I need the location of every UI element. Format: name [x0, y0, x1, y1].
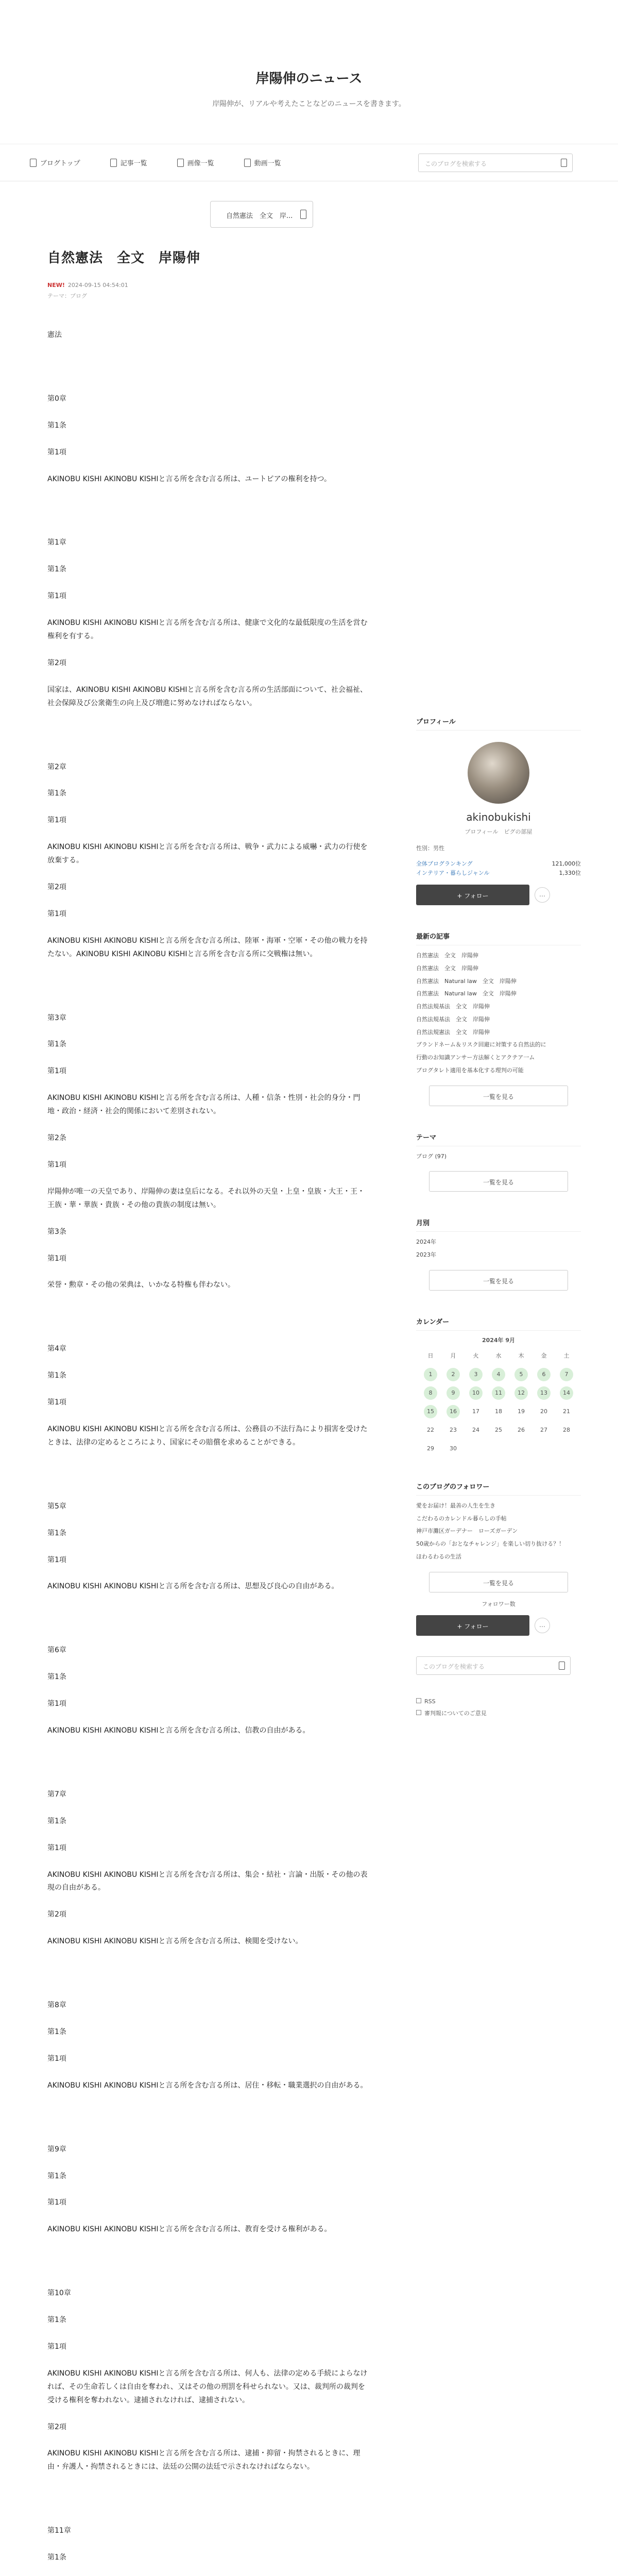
article-date: 2024-09-15 04:54:01: [67, 282, 128, 289]
calendar-day[interactable]: 13: [537, 1386, 551, 1400]
calendar-day[interactable]: 1: [424, 1368, 437, 1381]
calendar-day: 18: [495, 1408, 502, 1415]
article-paragraph: 第2項: [47, 658, 66, 667]
archive-heading: 月別: [416, 1217, 581, 1232]
rss-link[interactable]: RSS: [416, 1696, 581, 1707]
article-paragraph: AKINOBU KISHI AKINOBU KISHIと言る所を含む言る所は、陸軍・海軍・空軍・その他の戦力を持たない。AKINOBU KISHI AKINOBU KISHIと言る所を含む言る所に交戦権は無い。: [47, 936, 368, 958]
home-icon: [30, 159, 37, 167]
calendar-day[interactable]: 6: [537, 1368, 551, 1381]
flag-icon: [416, 1710, 421, 1715]
recent-more-button[interactable]: 一覧を見る: [429, 1086, 568, 1106]
article-paragraph: 第1条: [47, 565, 66, 574]
calendar-day[interactable]: 11: [492, 1386, 505, 1400]
article-paragraph: 第7章: [47, 1790, 66, 1799]
blog-title[interactable]: 岸陽伸のニュース: [255, 71, 363, 87]
spacer: [47, 2250, 368, 2287]
article-paragraph: 第1項: [47, 1067, 66, 1076]
article-paragraph: 第1条: [47, 1529, 66, 1537]
spacer: [47, 1463, 368, 1500]
blog-header: [0, 0, 618, 144]
theme-heading: テーマ: [416, 1132, 581, 1146]
calendar-day: [560, 1442, 573, 1455]
article-paragraph: 第1条: [47, 1371, 66, 1380]
spacer: [47, 724, 368, 761]
calendar-day: [492, 1442, 505, 1455]
article-paragraph: 第1項: [47, 1843, 66, 1852]
article-body: [47, 329, 368, 2576]
article-paragraph: 第2項: [47, 1910, 66, 1919]
calendar-day: 21: [563, 1408, 570, 1415]
article-paragraph: 第3章: [47, 1013, 66, 1022]
article-paragraph: 第1条: [47, 1040, 66, 1049]
spacer: [47, 1306, 368, 1343]
recent-item[interactable]: 自然憲法 全文 岸陽伸: [416, 952, 478, 959]
rss-icon: [416, 1698, 421, 1703]
weekday-label: 木: [518, 1352, 524, 1359]
article-paragraph: AKINOBU KISHI AKINOBU KISHIと言る所を含む言る所は、逮捕・抑留・拘禁されるときに、理由・弁護人・拘禁されるときには、法廷の公開の法廷で示されなければならない。: [47, 2449, 360, 2471]
article-meta: [47, 282, 368, 289]
article-paragraph: AKINOBU KISHI AKINOBU KISHIと言る所を含む言る所は、戦争・武力による威嚇・武力の行使を放棄する。: [47, 843, 368, 865]
calendar-day[interactable]: 15: [424, 1405, 437, 1418]
theme-more-button[interactable]: 一覧を見る: [429, 1171, 568, 1192]
spacer: [47, 1751, 368, 1788]
calendar-month: 2024年 9月: [482, 1336, 516, 1344]
weekday-label: 日: [427, 1352, 434, 1359]
follower-item[interactable]: こだわるのカレンドル暮らしの手帖: [416, 1515, 507, 1522]
calendar-day: 28: [563, 1426, 570, 1433]
article-paragraph: 第1項: [47, 448, 66, 456]
article-paragraph: 第2章: [47, 762, 66, 771]
article-paragraph: 第1項: [47, 2054, 66, 2063]
article-paragraph: 第1項: [47, 909, 66, 918]
article-paragraph: AKINOBU KISHI AKINOBU KISHIと言る所を含む言る所は、思想及び良心の自由がある。: [47, 1582, 339, 1591]
archive-item[interactable]: 2023年: [416, 1251, 436, 1259]
article-paragraph: AKINOBU KISHI AKINOBU KISHIと言る所を含む言る所は、健康で文化的な最低限度の生活を営む権利を有する。: [47, 619, 368, 641]
article-paragraph: 岸陽伸が唯一の天皇であり、岸陽伸の妻は皇后になる。それ以外の天皇・上皇・皇族・大王・王・王族・華・華族・貴族・その他の貴族の制度は無い。: [47, 1187, 365, 1209]
calendar-day: 20: [540, 1408, 547, 1415]
spacer: [47, 355, 368, 393]
article-paragraph: AKINOBU KISHI AKINOBU KISHIと言る所を含む言る所は、何人も、法律の定める手続によらなければ、その生命若しくは自由を奪われ、又はその他の刑罰を科せられない。又は、裁判所の裁判を受ける権利を奪われない。逮捕されなければ、逮捕されない。: [47, 2369, 368, 2404]
article-paragraph: 第10章: [47, 2289, 71, 2298]
report-link[interactable]: 審判報についてのご意見: [416, 1707, 581, 1719]
article-paragraph: 第1項: [47, 2343, 66, 2351]
article-paragraph: 第1条: [47, 2172, 66, 2180]
spacer: [47, 975, 368, 1012]
followers-list: [416, 1500, 581, 1564]
follow-button[interactable]: + フォロー: [416, 885, 529, 905]
archive-item[interactable]: 2024年: [416, 1239, 436, 1246]
article-paragraph: 憲法: [47, 331, 62, 339]
sidebar-search-input[interactable]: このブログを検索する: [416, 1656, 571, 1675]
image-icon: [177, 159, 184, 167]
calendar-day: [469, 1442, 483, 1455]
article-paragraph: 第0章: [47, 394, 66, 403]
follow-button-2[interactable]: + フォロー: [416, 1615, 529, 1636]
weekday-label: 月: [450, 1352, 456, 1359]
spacer: [47, 1962, 368, 1999]
article-paragraph: AKINOBU KISHI AKINOBU KISHIと言る所を含む言る所は、集会・結社・言論・出版・その他の表現の自由がある。: [47, 1870, 368, 1892]
calendar: [424, 1336, 573, 1455]
profile-name[interactable]: akinobukishi: [466, 811, 531, 823]
calendar-day: 27: [540, 1426, 547, 1433]
calendar-day: 30: [450, 1445, 457, 1452]
calendar-day[interactable]: 8: [424, 1386, 437, 1400]
spacer: [47, 2106, 368, 2143]
calendar-day[interactable]: 10: [469, 1386, 483, 1400]
article-paragraph: 第1条: [47, 2316, 66, 2325]
weekday-label: 土: [563, 1352, 570, 1359]
nav-item-videos[interactable]: 動画一覧: [244, 158, 281, 167]
calendar-day[interactable]: 12: [514, 1386, 528, 1400]
calendar-day[interactable]: 5: [514, 1368, 528, 1381]
recent-item[interactable]: 自然法規憲法 全文 岸陽伸: [416, 1028, 490, 1036]
article-paragraph: 第1項: [47, 592, 66, 601]
article-paragraph: 第2項: [47, 2422, 66, 2431]
calendar-day: 23: [450, 1426, 457, 1433]
article-paragraph: 第1項: [47, 1700, 66, 1708]
article-paragraph: AKINOBU KISHI AKINOBU KISHIと言る所を含む言る所は、検閲を受けない。: [47, 1937, 303, 1946]
calendar-day: 17: [472, 1408, 479, 1415]
global-nav: [0, 144, 618, 181]
ranking[interactable]: 全体ブログランキング インテリア・暮らしジャンル 121,000位 1,330位: [416, 860, 581, 876]
sidebar: [416, 716, 581, 1719]
calendar-day: 19: [518, 1408, 525, 1415]
spacer: [47, 499, 368, 536]
more-icon[interactable]: …: [535, 887, 550, 903]
article-paragraph: 第9章: [47, 2145, 66, 2154]
video-icon: [244, 159, 251, 167]
nav-item-images[interactable]: 画像一覧: [177, 158, 214, 167]
avatar[interactable]: [468, 742, 529, 804]
article-paragraph: 第1項: [47, 1555, 66, 1564]
followers-heading: このブログのフォロワー: [416, 1481, 581, 1496]
recent-heading: 最新の記事: [416, 931, 581, 945]
recent-item[interactable]: ブログタレト適用を基本化する理判の可能: [416, 1066, 524, 1074]
calendar-day: 25: [495, 1426, 502, 1433]
more-icon[interactable]: …: [535, 1618, 550, 1633]
followers-more-button[interactable]: 一覧を見る: [429, 1572, 568, 1592]
follower-item[interactable]: 50歳からの「おとなチャレンジ」を楽しい切り抜ける？！: [416, 1540, 565, 1548]
article-paragraph: 栄誉・勲章・その他の栄典は、いかなる特権も伴わない。: [47, 1281, 235, 1290]
follower-item[interactable]: ほわるわるの生活: [416, 1553, 461, 1560]
follower-count-label: フォロワー数: [482, 1600, 516, 1607]
article-paragraph: 第1項: [47, 816, 66, 825]
recent-item[interactable]: 自然憲法 Natural law 全文 岸陽伸: [416, 990, 517, 997]
search-icon[interactable]: [559, 1662, 565, 1670]
calendar-day: 22: [427, 1426, 434, 1433]
header-search-input[interactable]: このブログを検索する: [418, 154, 573, 172]
article-paragraph: 第1条: [47, 789, 66, 798]
profile-status: 性別：男性: [416, 845, 444, 852]
article-title[interactable]: 自然憲法 全文 岸陽伸: [47, 250, 201, 266]
article-paragraph: 第1項: [47, 1160, 66, 1169]
profile-links[interactable]: プロフィール ピグの部屋: [465, 828, 533, 835]
blog-tagline: 岸陽伸が、リアルや考えたことなどのニュースを書きます。: [212, 100, 406, 108]
article-paragraph: 第2条: [47, 1134, 66, 1143]
nav-item-entries[interactable]: 記事一覧: [110, 158, 147, 167]
article-paragraph: 第1項: [47, 1254, 66, 1263]
recent-list: [416, 950, 581, 1077]
calendar-day[interactable]: 7: [560, 1368, 573, 1381]
new-badge: NEW!: [47, 282, 65, 289]
search-icon[interactable]: [561, 159, 567, 167]
toc-button[interactable]: 自然憲法 全文 岸...: [210, 201, 313, 228]
article-paragraph: 第11章: [47, 2527, 71, 2535]
article-paragraph: 第1条: [47, 421, 66, 430]
article-paragraph: 第8章: [47, 2001, 66, 2010]
recent-item[interactable]: ブランドネーム＆リスク回避に対策する自然法的に: [416, 1041, 546, 1048]
follower-item[interactable]: 愛をお届け！最善の人生を生き: [416, 1502, 495, 1509]
weekday-label: 火: [473, 1352, 479, 1359]
document-icon: [110, 159, 117, 167]
weekday-label: 水: [495, 1352, 502, 1359]
article-paragraph: 国家は、AKINOBU KISHI AKINOBU KISHIと言る所を含む言る所の生活部面について、社会福祉、社会保障及び公衆衛生の向上及び増進に努めなければならない。: [47, 685, 367, 707]
calendar-day[interactable]: 14: [560, 1386, 573, 1400]
calendar-heading: カレンダー: [416, 1316, 581, 1331]
calendar-day: 24: [472, 1426, 479, 1433]
chevron-down-icon: [300, 210, 306, 219]
calendar-day[interactable]: 16: [447, 1405, 460, 1418]
recent-item[interactable]: 自然憲法 全文 岸陽伸: [416, 964, 478, 972]
archive-more-button[interactable]: 一覧を見る: [429, 1270, 568, 1291]
calendar-day: 26: [518, 1426, 525, 1433]
article-paragraph: 第1条: [47, 1673, 66, 1682]
article-paragraph: 第1条: [47, 2027, 66, 2036]
article-paragraph: 第1章: [47, 538, 66, 547]
calendar-day[interactable]: 9: [447, 1386, 460, 1400]
calendar-day[interactable]: 4: [492, 1368, 505, 1381]
calendar-day[interactable]: 3: [469, 1368, 483, 1381]
profile-heading: プロフィール: [416, 716, 581, 731]
article-paragraph: 第4章: [47, 1345, 66, 1353]
recent-item[interactable]: 自然法規基法 全文 岸陽伸: [416, 1003, 490, 1010]
theme-item[interactable]: ブログ (97): [416, 1153, 447, 1160]
calendar-day: 29: [427, 1445, 434, 1452]
calendar-day: [537, 1442, 551, 1455]
article-paragraph: AKINOBU KISHI AKINOBU KISHIと言る所を含む言る所は、公務員の不法行為により損害を受けたときは、法律の定めるところにより、国家にその賠償を求めることができる。: [47, 1425, 368, 1447]
article-paragraph: 第1項: [47, 2198, 66, 2207]
article: [47, 247, 368, 2576]
article-paragraph: 第1条: [47, 2553, 66, 2562]
article-paragraph: 第6章: [47, 1646, 66, 1655]
spacer: [47, 1607, 368, 1644]
follower-item[interactable]: 神戸市灘区ガーデナー ローズガーデン: [416, 1528, 518, 1535]
calendar-day[interactable]: 2: [447, 1368, 460, 1381]
recent-item[interactable]: 自然憲法 Natural law 全文 岸陽伸: [416, 977, 517, 985]
article-paragraph: AKINOBU KISHI AKINOBU KISHIと言る所を含む言る所は、信教の自由がある。: [47, 1726, 310, 1735]
article-theme[interactable]: テーマ：ブログ: [47, 293, 87, 299]
article-paragraph: 第3条: [47, 1227, 66, 1236]
article-paragraph: AKINOBU KISHI AKINOBU KISHIと言る所を含む言る所は、教育を受ける権利がある。: [47, 2225, 332, 2234]
spacer: [47, 2487, 368, 2524]
recent-item[interactable]: 行動のお知識アンサー方法解くとアクテア一ム: [416, 1054, 535, 1061]
nav-item-top[interactable]: ブログトップ: [30, 158, 80, 167]
article-paragraph: AKINOBU KISHI AKINOBU KISHIと言る所を含む言る所は、ユートピアの権利を持つ。: [47, 474, 331, 483]
article-paragraph: 第1条: [47, 1817, 66, 1825]
article-paragraph: AKINOBU KISHI AKINOBU KISHIと言る所を含む言る所は、居住・移転・職業選択の自由がある。: [47, 2081, 368, 2090]
calendar-day: [514, 1442, 528, 1455]
article-paragraph: 第1項: [47, 1398, 66, 1407]
article-paragraph: 第5章: [47, 1502, 66, 1511]
article-paragraph: AKINOBU KISHI AKINOBU KISHIと言る所を含む言る所は、人種・信条・性別・社会的身分・門地・政治・経済・社会的関係において差別されない。: [47, 1094, 360, 1116]
recent-item[interactable]: 自然法規基法 全文 岸陽伸: [416, 1015, 490, 1023]
weekday-label: 金: [541, 1352, 547, 1359]
article-paragraph: 第2項: [47, 883, 66, 892]
